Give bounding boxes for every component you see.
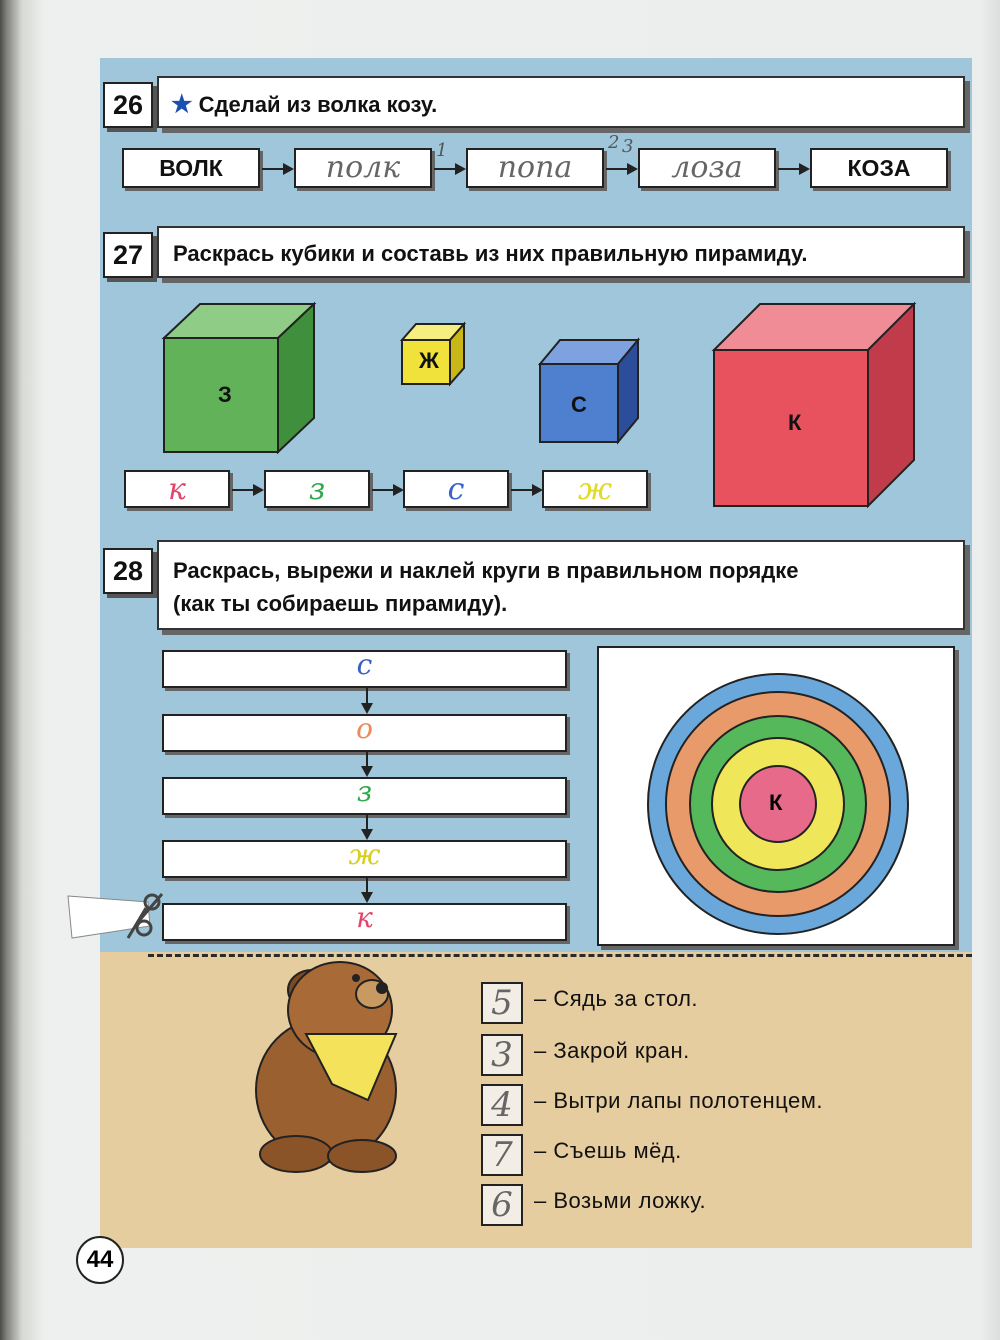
task-28-header <box>157 540 965 630</box>
bear-illustration <box>240 950 420 1180</box>
page-number: 44 <box>76 1236 124 1284</box>
circle-slot <box>162 903 567 941</box>
order-number-box: 5 <box>481 982 523 1024</box>
answer-box <box>403 470 509 508</box>
handwritten-step-number: 1 <box>436 140 448 161</box>
instruction-text: – Съешь мёд. <box>534 1138 682 1163</box>
handwritten-answer: о <box>356 712 373 745</box>
scissors-icon <box>58 888 168 944</box>
circle-center-label: К <box>769 790 783 815</box>
handwritten-step-number: 2 <box>608 132 620 153</box>
instruction-text: – Закрой кран. <box>534 1038 690 1063</box>
circles-panel <box>597 646 955 946</box>
handwritten-answer: з <box>308 472 326 507</box>
cube-label: С <box>571 392 587 417</box>
cube-red <box>714 304 914 506</box>
arrow-icon <box>511 489 541 491</box>
handwritten-word-3: лоза <box>638 148 776 188</box>
arrow-icon <box>262 168 292 170</box>
cube-label: З <box>218 382 232 407</box>
arrow-icon <box>778 168 808 170</box>
instruction-text: – Вытри лапы полотенцем. <box>534 1088 823 1113</box>
handwritten-word-1: полк <box>294 148 432 188</box>
handwritten-answer: ж <box>577 472 613 507</box>
order-number-box: 4 <box>481 1084 523 1126</box>
arrow-down-icon <box>366 878 368 901</box>
handwritten-answer: с <box>356 648 373 681</box>
task-title: Сделай из волка козу. <box>198 92 438 117</box>
instruction-text: – Возьми ложку. <box>534 1188 707 1213</box>
task-27-header <box>157 226 965 278</box>
arrow-icon <box>232 489 262 491</box>
task-number: 27 <box>103 232 153 278</box>
cube-green <box>164 304 314 452</box>
answer-box <box>264 470 370 508</box>
star-icon: ★ <box>171 91 193 118</box>
order-number-box: 3 <box>481 1034 523 1076</box>
handwritten-answer: с <box>447 472 465 507</box>
handwritten-answer: ж <box>348 838 381 871</box>
task-number: 28 <box>103 548 153 594</box>
arrow-icon <box>372 489 402 491</box>
arrow-down-icon <box>366 688 368 712</box>
circle-slot <box>162 650 567 688</box>
word-start: ВОЛК <box>122 148 260 188</box>
circle-slot <box>162 777 567 815</box>
circle-slot <box>162 714 567 752</box>
task-title: Раскрась кубики и составь из них правильную пирамиду. <box>173 241 808 266</box>
instruction-text: – Сядь за стол. <box>534 986 699 1011</box>
handwritten-word-2: попа <box>466 148 604 188</box>
task-title-line: Раскрась, вырежи и наклей круги в правильном порядке <box>173 558 799 583</box>
handwritten-answer: к <box>356 901 373 934</box>
task-title-line: (как ты собираешь пирамиду). <box>173 591 508 616</box>
arrow-icon <box>606 168 636 170</box>
arrow-down-icon <box>366 752 368 775</box>
cube-label: К <box>788 410 802 435</box>
handwritten-answer: к <box>168 472 186 507</box>
word-end: КОЗА <box>810 148 948 188</box>
arrow-down-icon <box>366 815 368 838</box>
cube-label: Ж <box>419 348 439 373</box>
handwritten-answer: з <box>356 775 373 808</box>
answer-box <box>542 470 648 508</box>
circle-slot <box>162 840 567 878</box>
cube-blue <box>540 340 638 442</box>
task-26-header <box>157 76 965 128</box>
task-number: 26 <box>103 82 153 128</box>
answer-box <box>124 470 230 508</box>
arrow-icon <box>434 168 464 170</box>
handwritten-step-number: 3 <box>622 136 634 157</box>
order-number-box: 6 <box>481 1184 523 1226</box>
order-number-box: 7 <box>481 1134 523 1176</box>
